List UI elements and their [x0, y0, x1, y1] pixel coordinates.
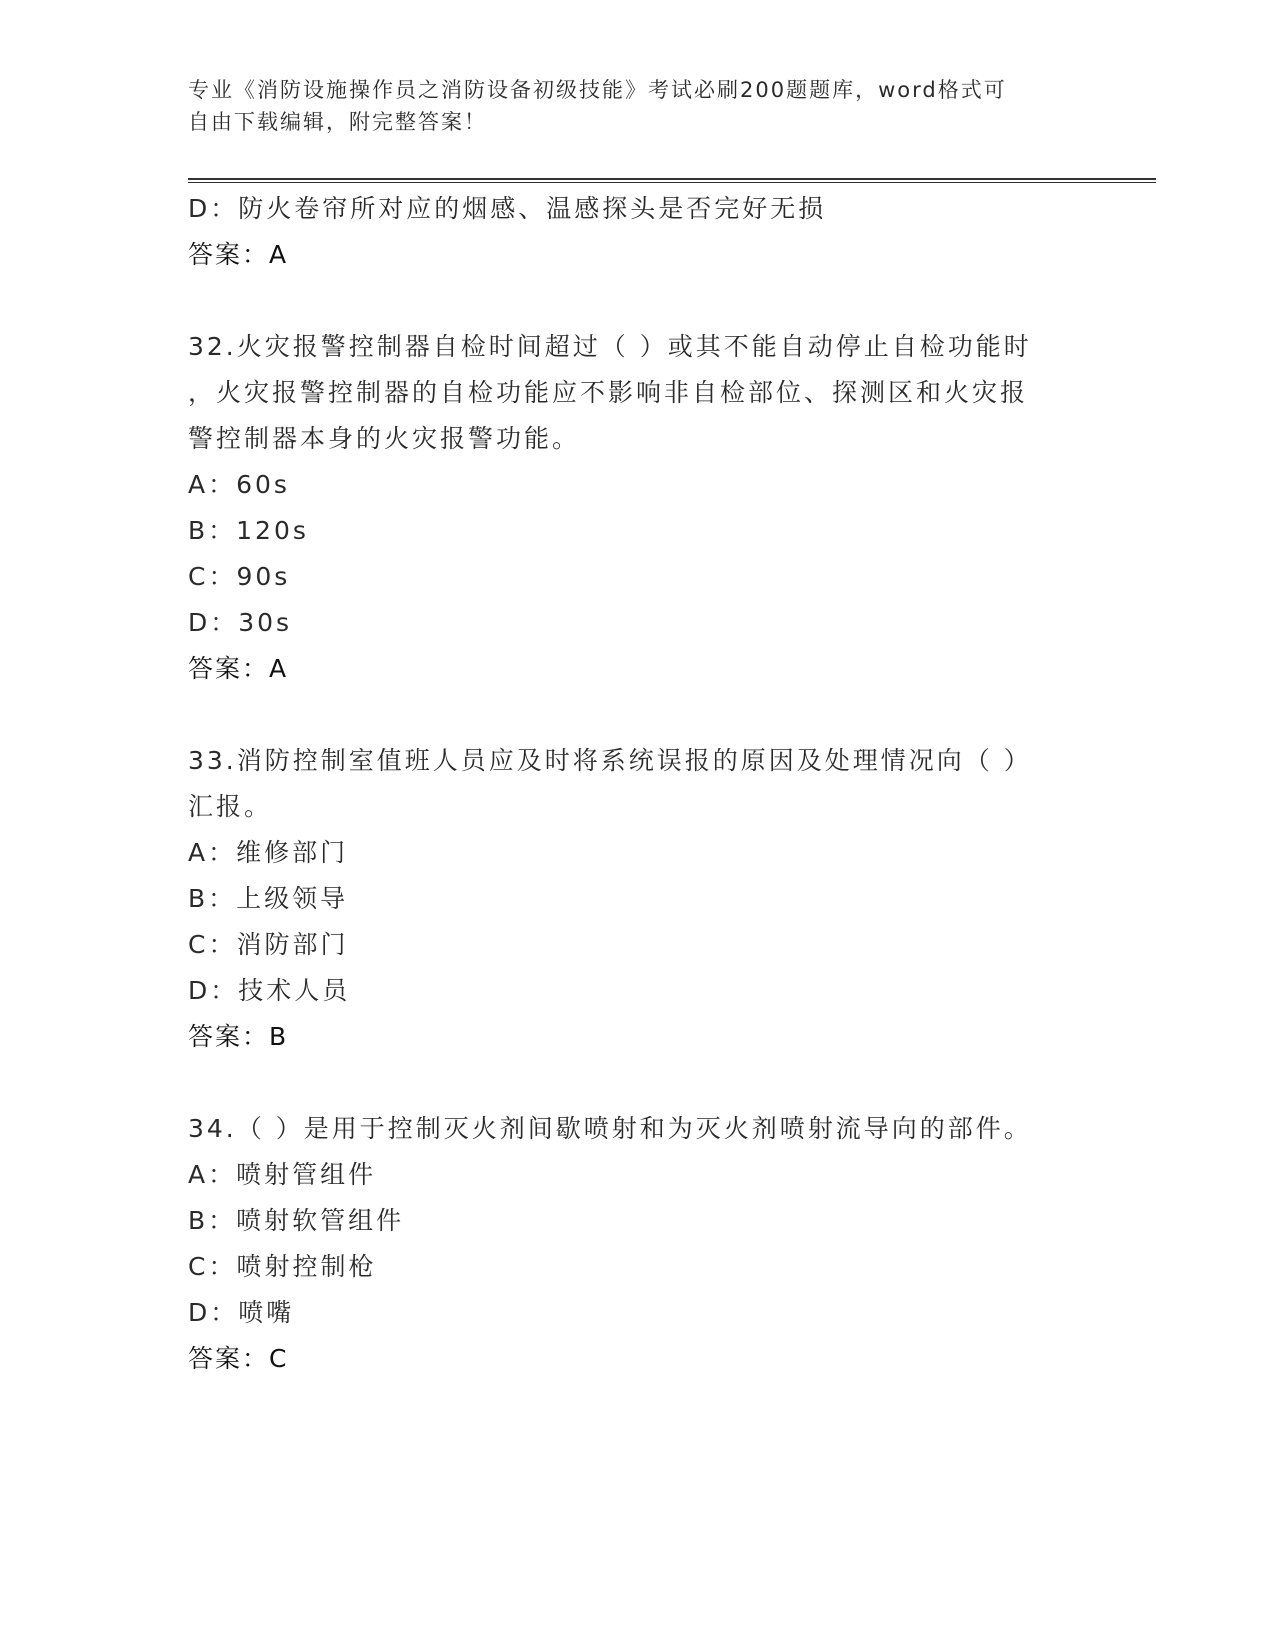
answer: 答案：A	[188, 654, 289, 683]
option-a: A：维修部门	[188, 838, 349, 867]
question-32	[188, 324, 1108, 692]
option-d: D：技术人员	[188, 976, 351, 1005]
question-text-line: 34.（ ）是用于控制灭火剂间歇喷射和为灭火剂喷射流导向的部件。	[188, 1114, 1032, 1143]
previous-question-tail	[188, 186, 1108, 278]
question-33	[188, 738, 1108, 1060]
question-34	[188, 1106, 1108, 1382]
option-c: C：90s	[188, 562, 291, 591]
option-b: B：喷射软管组件	[188, 1206, 405, 1235]
header-line-1: 专业《消防设施操作员之消防设备初级技能》考试必刷200题题库，word格式可	[188, 78, 1007, 102]
question-text-line: 警控制器本身的火灾报警功能。	[188, 424, 581, 453]
option-b: B：上级领导	[188, 884, 349, 913]
question-text-line: 33.消防控制室值班人员应及时将系统误报的原因及处理情况向（ ）	[188, 746, 1032, 775]
question-list	[188, 186, 1108, 1382]
spacer	[188, 1060, 1108, 1106]
answer: 答案：C	[188, 1344, 289, 1373]
option-d: D：30s	[188, 608, 293, 637]
document-header	[188, 74, 1068, 138]
question-text-line: 汇报。	[188, 792, 273, 821]
option-a: A：喷射管组件	[188, 1160, 377, 1189]
option-d: D：防火卷帘所对应的烟感、温感探头是否完好无损	[188, 194, 827, 223]
answer: 答案：B	[188, 1022, 289, 1051]
option-d: D：喷嘴	[188, 1298, 295, 1327]
question-text-line: 32.火灾报警控制器自检时间超过（ ）或其不能自动停止自检功能时	[188, 332, 1032, 361]
option-a: A：60s	[188, 470, 290, 499]
answer: 答案：A	[188, 240, 289, 269]
spacer	[188, 692, 1108, 738]
option-c: C：消防部门	[188, 930, 349, 959]
option-c: C：喷射控制枪	[188, 1252, 377, 1281]
header-divider	[188, 178, 1156, 183]
header-line-2: 自由下载编辑，附完整答案！	[188, 110, 487, 134]
spacer	[188, 278, 1108, 324]
question-text-line: ，火灾报警控制器的自检功能应不影响非自检部位、探测区和火灾报	[188, 378, 1029, 407]
option-b: B：120s	[188, 516, 309, 545]
